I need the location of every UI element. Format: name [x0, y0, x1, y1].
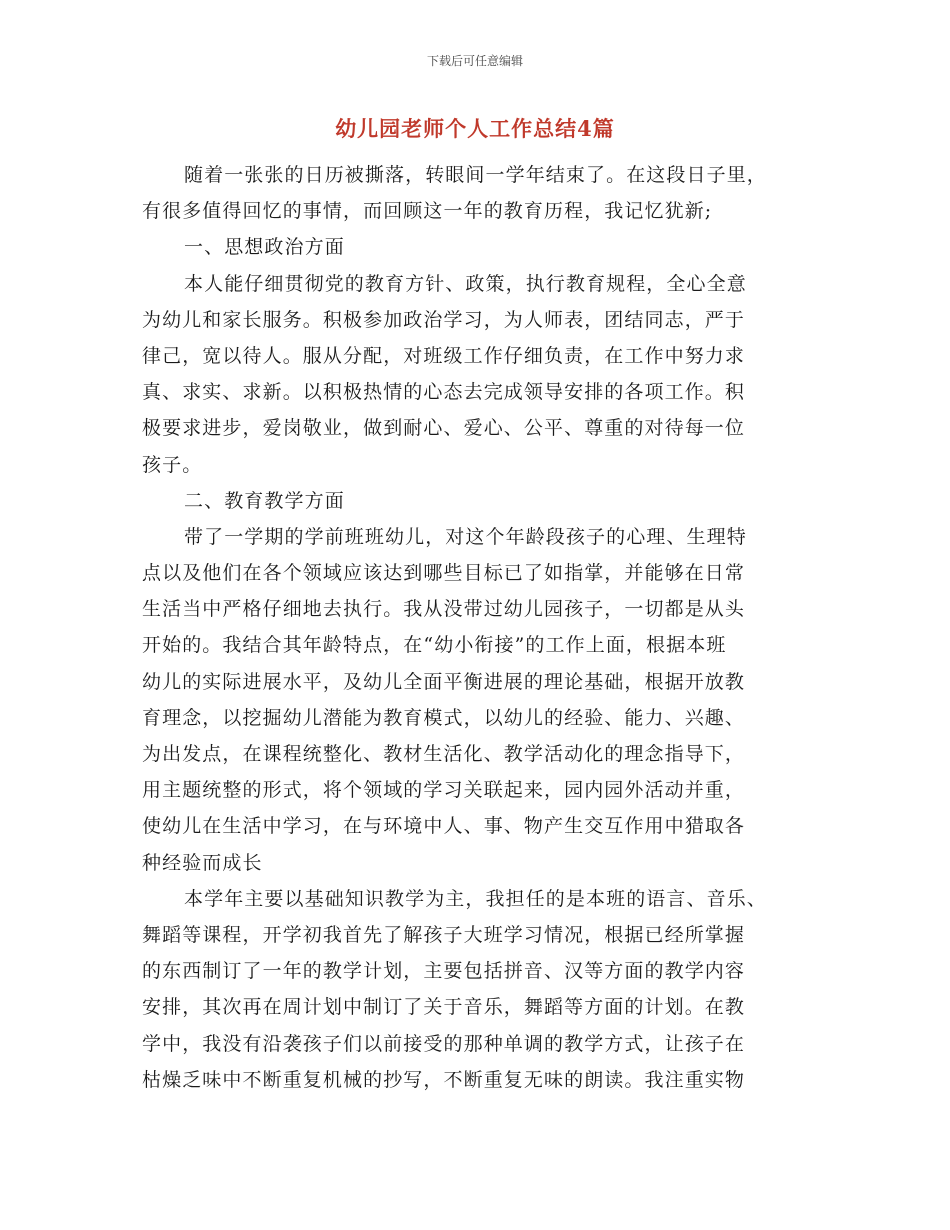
document-title: 幼儿园老师个人工作总结4篇 — [335, 116, 615, 141]
body-line: 用主题统整的形式，将个领域的学习关联起来，园内园外活动并重， — [142, 779, 746, 802]
body-line: 安排，其次再在周计划中制订了关于音乐，舞蹈等方面的计划。在教 — [142, 996, 746, 1019]
body-line: 学中，我没有沿袭孩子们以前接受的那种单调的教学方式，让孩子在 — [142, 1032, 746, 1055]
document-body — [142, 157, 810, 1098]
body-line: 使幼儿在生活中学习，在与环境中人、事、物产生交互作用中猎取各 — [142, 815, 746, 838]
body-line: 种经验而成长 — [142, 851, 263, 874]
body-line: 为出发点，在课程统整化、教材生活化、教学活动化的理念指导下， — [142, 743, 746, 765]
body-line: 二、教育教学方面 — [184, 489, 345, 512]
body-line: 一、思想政治方面 — [184, 236, 345, 259]
body-line: 开始的。我结合其年龄特点，在“幼小衔接”的工作上面，根据本班 — [142, 634, 727, 657]
body-line: 本学年主要以基础知识教学为主，我担任的是本班的语言、音乐、 — [184, 887, 767, 910]
body-line: 生活当中严格仔细地去执行。我从没带过幼儿园孩子，一切都是从头 — [142, 598, 746, 621]
body-line: 幼儿的实际进展水平，及幼儿全面平衡进展的理论基础，根据开放教 — [142, 670, 746, 693]
body-line: 极要求进步，爱岗敬业，做到耐心、爱心、公平、尊重的对待每一位 — [142, 417, 746, 440]
body-line: 育理念，以挖掘幼儿潜能为教育模式，以幼儿的经验、能力、兴趣、 — [142, 706, 746, 729]
body-line: 的东西制订了一年的教学计划，主要包括拼音、汉等方面的教学内容 — [142, 960, 746, 983]
body-line: 孩子。 — [142, 453, 203, 476]
body-line: 本人能仔细贯彻党的教育方针、政策，执行教育规程，全心全意 — [184, 272, 747, 295]
body-line: 有很多值得回忆的事情，而回顾这一年的教育历程，我记忆犹新; — [142, 200, 713, 223]
body-line: 律己，宽以待人。服从分配，对班级工作仔细负责，在工作中努力求 — [142, 344, 746, 367]
body-line: 真、求实、求新。以积极热情的心态去完成领导安排的各项工作。积 — [142, 381, 746, 404]
body-line: 点以及他们在各个领域应该达到哪些目标已了如指掌，并能够在日常 — [142, 562, 746, 585]
body-line: 枯燥乏味中不断重复机械的抄写，不断重复无味的朗读。我注重实物 — [142, 1068, 746, 1091]
body-line: 随着一张张的日历被撕落，转眼间一学年结束了。在这段日子里， — [184, 164, 767, 186]
body-line: 舞蹈等课程，开学初我首先了解孩子大班学习情况，根据已经所掌握 — [142, 923, 746, 946]
header-note: 下载后可任意编辑 — [426, 54, 523, 68]
body-line: 为幼儿和家长服务。积极参加政治学习，为人师表，团结同志，严于 — [142, 308, 746, 331]
body-line: 带了一学期的学前班班幼儿，对这个年龄段孩子的心理、生理特 — [184, 525, 747, 548]
